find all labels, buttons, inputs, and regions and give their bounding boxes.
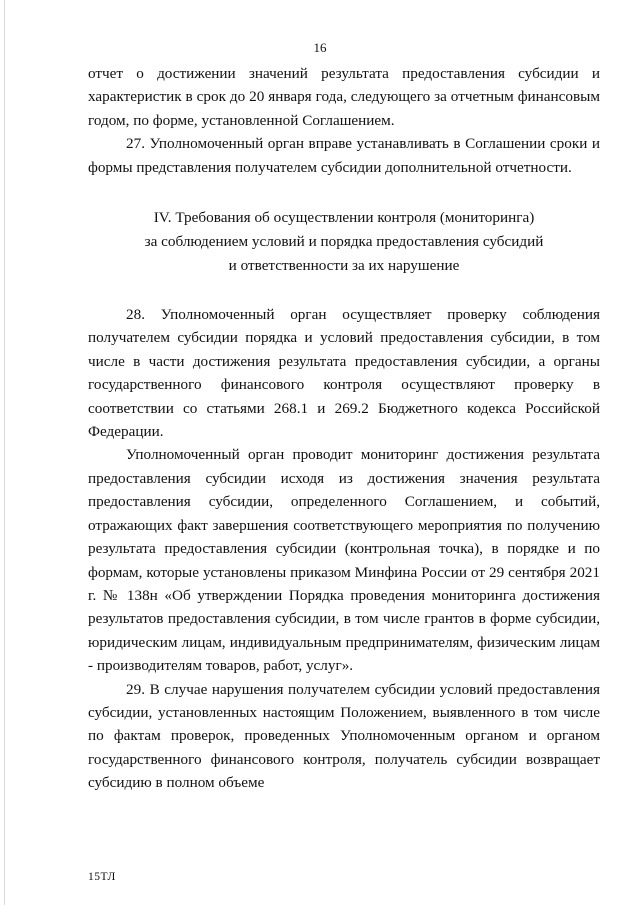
paragraph-29: 29. В случае нарушения получателем субсидии условий предоставления субсидии, установленных настоящим Положением, выявленного в том числе по фактам проверок, проведенных Уполномоченным органом и органом государственного финансового контроля, получатель субсидии возвращает субсидию в полном объеме (88, 680, 600, 792)
paragraph-continuation: отчет о достижении значений результата предоставления субсидии и характеристик в срок до 20 января года, следующего за отчетным финансовым годом, по форме, установленной Соглашением. (88, 65, 600, 129)
footer-code: 15ТЛ (88, 871, 116, 883)
paragraph-28: 28. Уполномоченный орган осуществляет проверку соблюдения получателем субсидии порядка и условий предоставления субсидии, в том числе в части достижения результата предоставления субсидии, а органы государственного финансового контроля осуществляют проверку в соответствии со статьями 268.1 и 269.2 Бюджетного кодекса Российской Федерации. (88, 306, 600, 441)
paragraph-27: 27. Уполномоченный орган вправе устанавливать в Соглашении сроки и формы представления получателем субсидии дополнительной отчетности. (88, 135, 600, 176)
document-body (88, 62, 600, 795)
section-heading-line-1: IV. Требования об осуществлении контроля (мониторинга) (153, 209, 535, 227)
section-heading-line-2: за соблюдением условий и порядка предоставления субсидий (144, 233, 544, 251)
section-heading-line-3: и ответственности за их нарушение (228, 257, 460, 275)
paragraph-monitoring: Уполномоченный орган проводит мониторинг достижения результата предоставления субсидии исходя из достижения значения результата предоставления субсидии, определенного Соглашением, и событий, отражающих факт завершения соответствующего мероприятия по получению результата предоставления субсидии (контрольная точка), в порядке и по формам, которые установлены приказом Минфина России от 29 сентября 2021 г. № 138н «Об утверждении Порядка проведения мониторинга достижения результатов предоставления субсидии, в том числе грантов в форме субсидии, юридическим лицам, индивидуальным предпринимателям, физическим лицам - производителям товаров, работ, услуг». (88, 446, 600, 675)
section-heading (88, 206, 600, 278)
scan-edge (4, 0, 5, 905)
page-number: 16 (313, 40, 327, 55)
